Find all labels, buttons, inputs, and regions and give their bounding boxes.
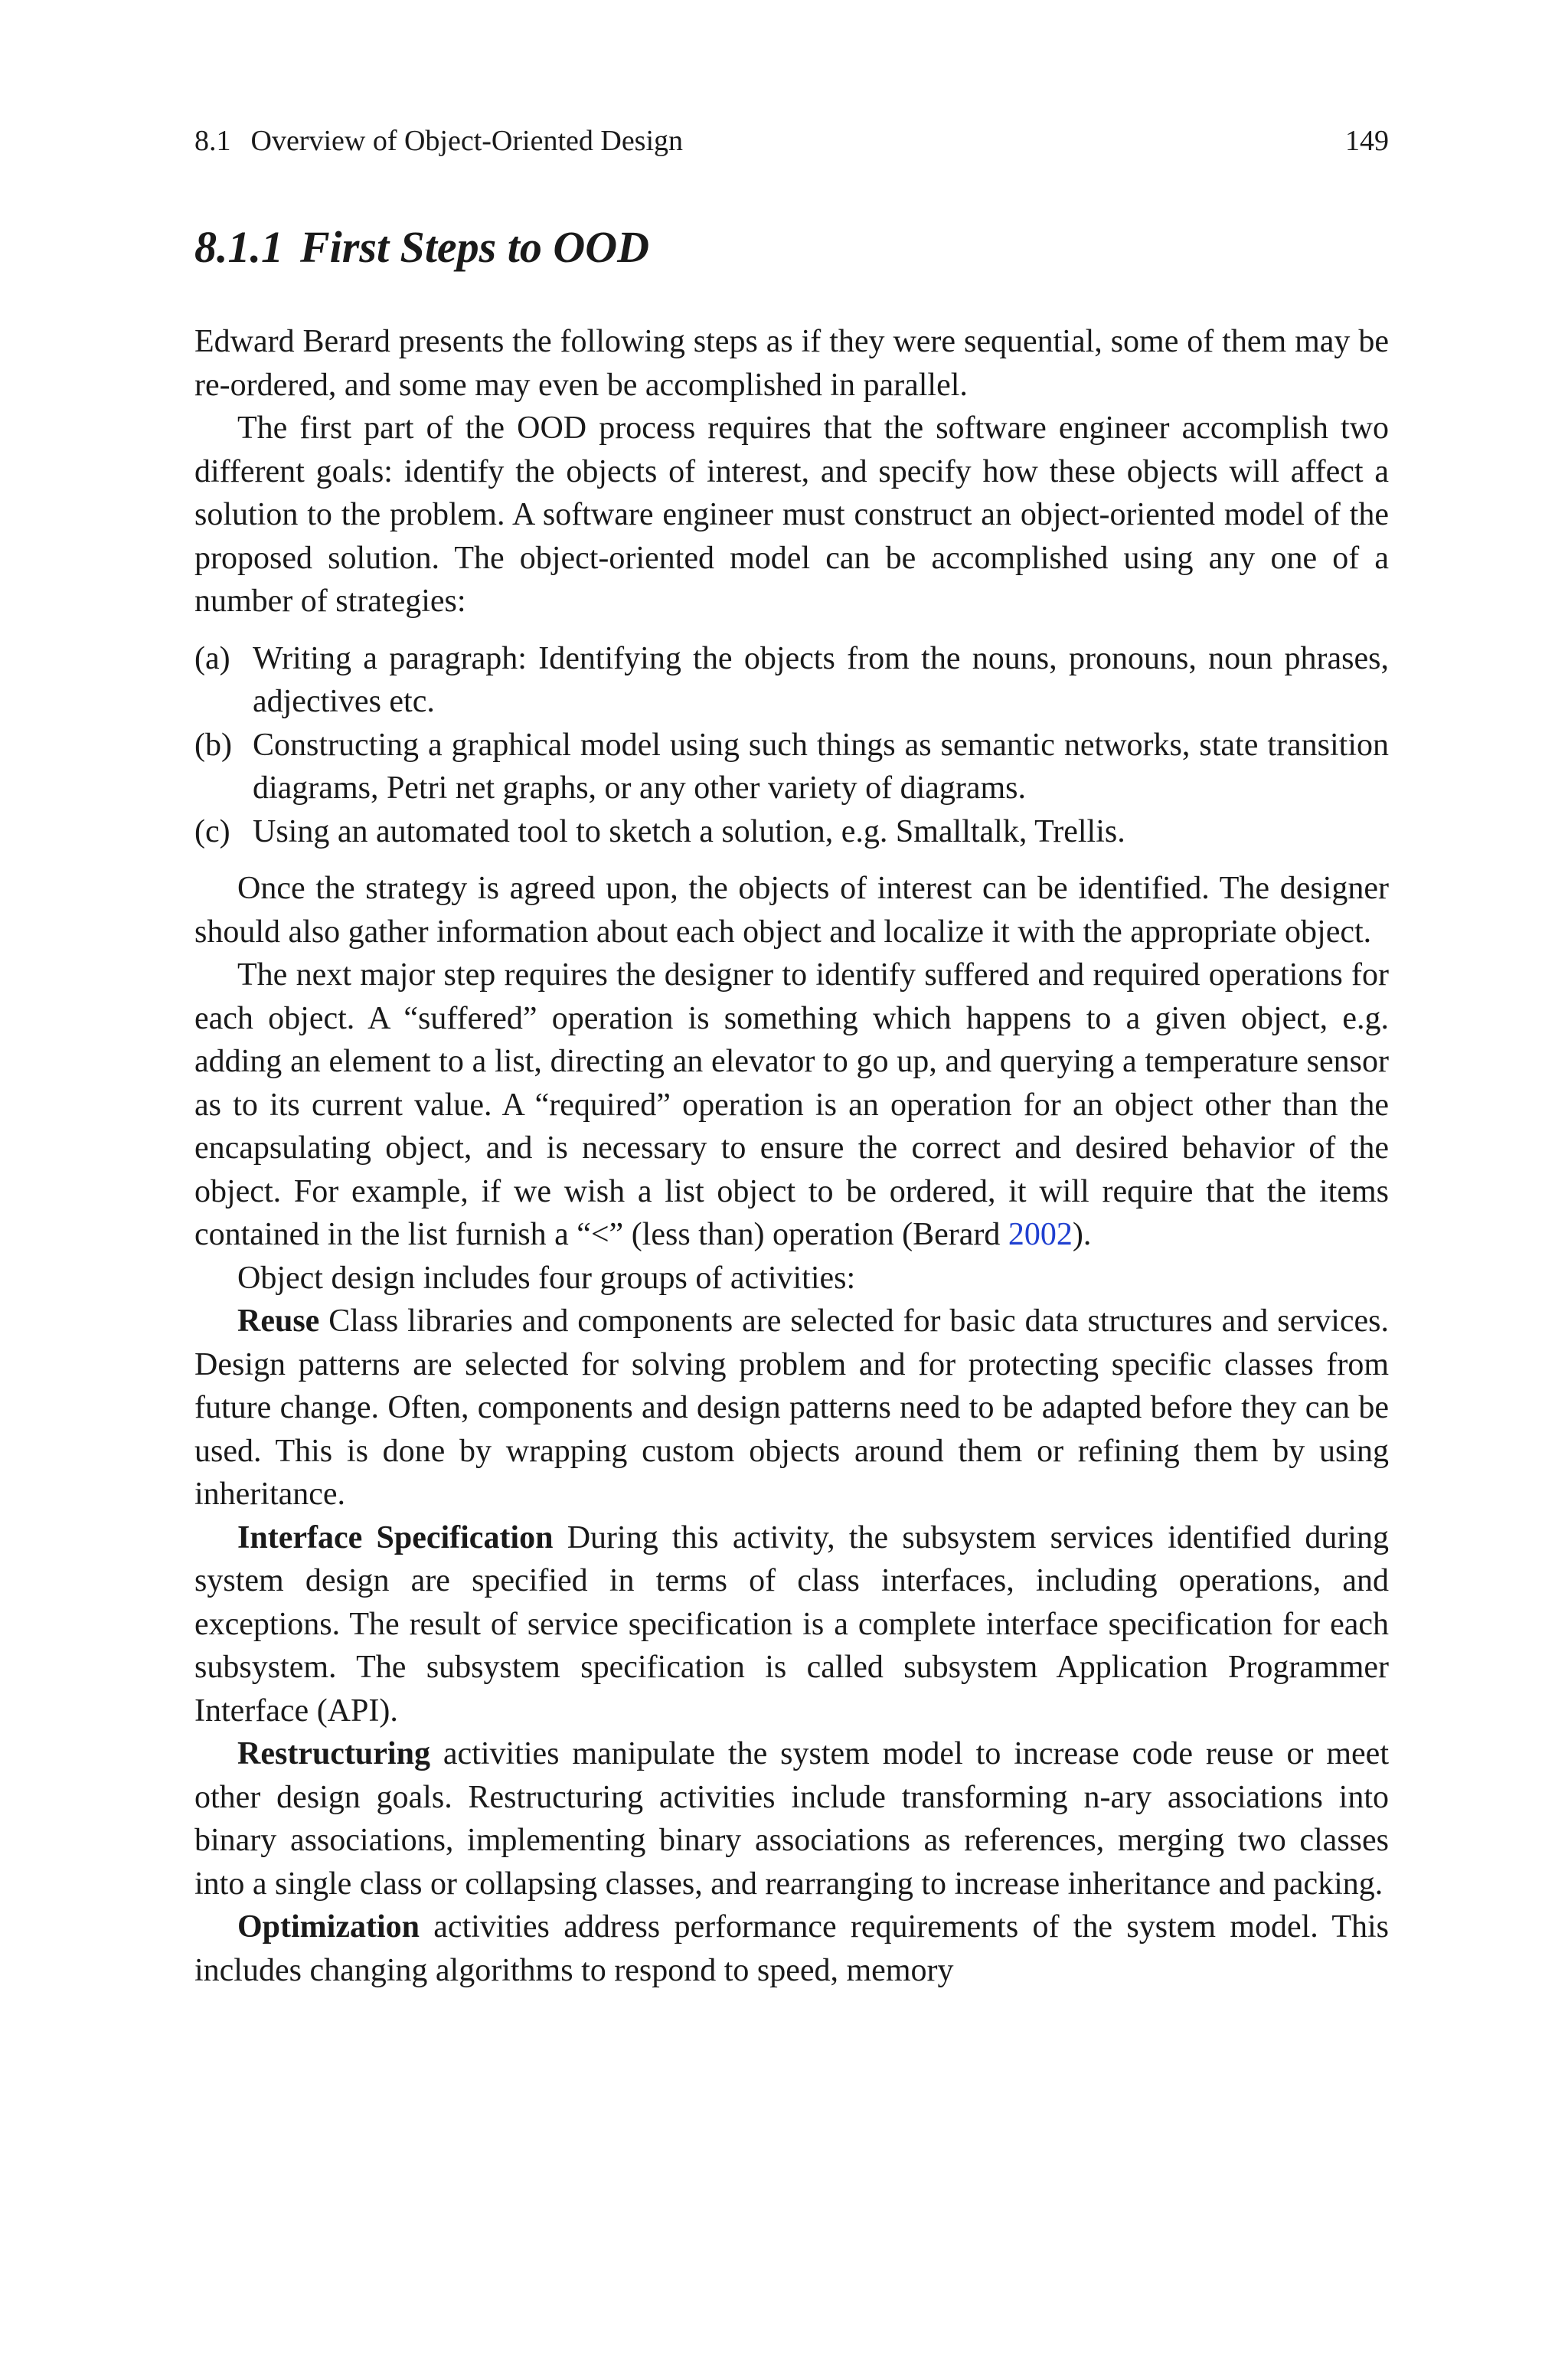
paragraph-operations bbox=[194, 953, 1389, 1257]
list-item bbox=[194, 724, 1389, 810]
activity-description: Class libraries and components are selected for basic data structures and services. Design patterns are selected for solving problem and for protecting specific classes from future change. Often, components and design patterns need to be adapted before they can be used. This is done by wrapping custom objects around them or refining them by using inheritance. bbox=[194, 1303, 1389, 1512]
section-heading-number: 8.1.1 bbox=[194, 222, 283, 272]
section-heading-title: First Steps to OOD bbox=[300, 222, 650, 272]
book-page bbox=[194, 123, 1389, 1992]
citation-link-berard-2002[interactable]: 2002 bbox=[1008, 1217, 1073, 1252]
paragraph-ood-process: The first part of the OOD process requires that the software engineer accomplish two different goals: identify the objects of interest, and specify how these objects will affect a solution to the problem. A software engineer must construct an object-oriented model of the proposed solution. The object-oriented model can be accomplished using any one of a number of strategies: bbox=[194, 411, 1389, 619]
list-item-text: Writing a paragraph: Identifying the objects from the nouns, pronouns, noun phrases, adjectives etc. bbox=[253, 640, 1389, 719]
activity-description: During this activity, the subsystem services identified during system design are specified in terms of class interfaces, including operations, and exceptions. The result of service specification is a complete interface specification for each subsystem. The subsystem specification is called subsystem Application Programmer Interface (API). bbox=[194, 1519, 1389, 1729]
activity-term: Optimization bbox=[237, 1909, 420, 1945]
header-section-number: 8.1 bbox=[194, 125, 231, 157]
activity-interface-specification bbox=[194, 1516, 1389, 1733]
activity-reuse bbox=[194, 1300, 1389, 1516]
list-item bbox=[194, 637, 1389, 724]
paragraph-strategy-agreed: Once the strategy is agreed upon, the objects of interest can be identified. The designer should also gather information about each object and localize it with the appropriate object. bbox=[194, 871, 1389, 950]
header-section-title: Overview of Object-Oriented Design bbox=[250, 125, 684, 157]
body-text bbox=[194, 320, 1389, 1992]
activity-optimization bbox=[194, 1905, 1389, 1992]
paragraph-object-design: Object design includes four groups of activities: bbox=[237, 1260, 856, 1296]
running-header bbox=[194, 123, 1389, 159]
activity-description: activities address performance requirements of the system model. This includes changing algorithms to respond to speed, memory bbox=[194, 1909, 1389, 1988]
activity-term: Restructuring bbox=[237, 1736, 430, 1771]
activity-term: Interface Specification bbox=[237, 1519, 554, 1555]
list-item-text: Constructing a graphical model using such things as semantic networks, state transition diagrams, Petri net graphs, or any other variety of diagrams. bbox=[253, 727, 1389, 806]
page-number: 149 bbox=[1345, 125, 1389, 157]
list-item-text: Using an automated tool to sketch a solution, e.g. Smalltalk, Trellis. bbox=[253, 813, 1125, 849]
list-marker: (c) bbox=[194, 813, 230, 849]
running-header-section bbox=[194, 123, 683, 159]
list-item bbox=[194, 810, 1389, 854]
activity-term: Reuse bbox=[237, 1303, 320, 1339]
strategy-list bbox=[194, 637, 1389, 854]
list-marker: (a) bbox=[194, 640, 230, 676]
section-heading bbox=[194, 221, 1389, 274]
activity-restructuring bbox=[194, 1732, 1389, 1905]
paragraph-operations-text: The next major step requires the designer to identify suffered and required operations for each object. A “suffered” operation is something which happens to a given object, e.g. adding an element to a list, directing an elevator to go up, and querying a temperature sensor as to its current value. A “required” operation is an operation for an object other than the encapsulating object, and is necessary to ensure the correct and desired behavior of the object. For example, if we wish a list object to be ordered, it will require that the items contained in the list furnish a “<” (less than) operation (Berard bbox=[194, 957, 1389, 1252]
activity-description: activities manipulate the system model to increase code reuse or meet other design goals. Restructuring activities include transforming n-ary associations into binary associations, implementing binary associations as references, merging two classes into a single class or collapsing classes, and rearranging to increase inheritance and packing. bbox=[194, 1736, 1389, 1902]
paragraph-intro: Edward Berard presents the following steps as if they were sequential, some of them may be re-ordered, and some may even be accomplished in parallel. bbox=[194, 324, 1389, 403]
list-marker: (b) bbox=[194, 727, 232, 763]
paragraph-operations-end: ). bbox=[1072, 1217, 1092, 1252]
